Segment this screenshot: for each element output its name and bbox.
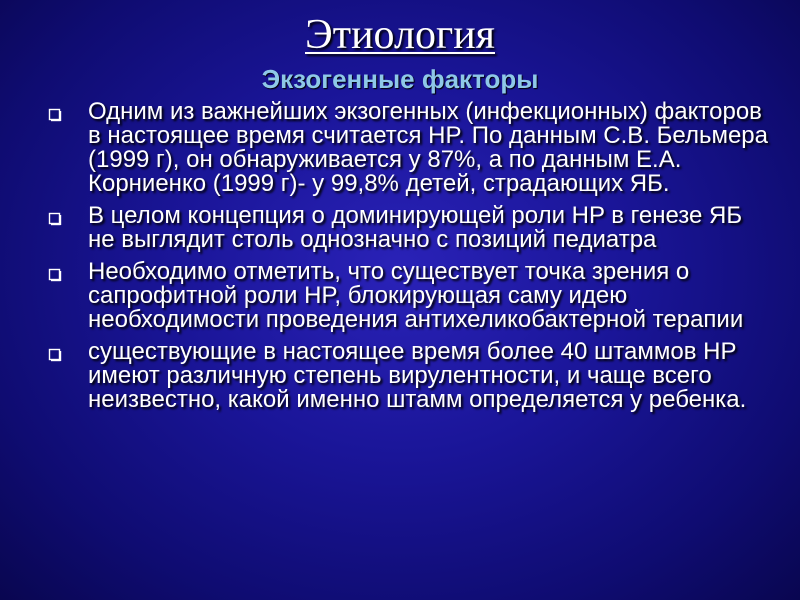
bullet-text: существующие в настоящее время более 40 штаммов HP имеют различную степень вирулентности, и чаще всего неизвестно, какой именно штамм определяется у ребенка. — [88, 338, 747, 413]
slide-subtitle: Экзогенные факторы — [261, 64, 539, 94]
hollow-square-bullet-icon — [48, 204, 88, 226]
hollow-square-bullet-icon — [48, 340, 88, 362]
bullet-text: Необходимо отметить, что существует точка зрения о сапрофитной роли HP, блокирующая саму идею необходимости проведения антихеликобактерной терапии — [88, 258, 744, 333]
bullet-item — [48, 260, 768, 332]
hollow-square-bullet-icon — [48, 260, 88, 282]
bullet-item — [48, 100, 768, 196]
hollow-square-bullet-icon — [48, 100, 88, 122]
bullet-text: Одним из важнейших экзогенных (инфекционных) факторов в настоящее время считается HP. По данным С.В. Бельмера (1999 г), он обнаруживается у 87%, а по данным Е.А. Корниенко (1999 г)- у 99,8% детей, страдающих ЯБ. — [88, 98, 769, 197]
bullet-text: В целом концепция о доминирующей роли HP в генезе ЯБ не выглядит столь однозначно с позиций педиатра — [88, 202, 743, 253]
bullet-list — [48, 100, 768, 420]
bullet-item — [48, 340, 768, 412]
slide-title: Этиология — [305, 12, 495, 58]
bullet-item — [48, 204, 768, 252]
